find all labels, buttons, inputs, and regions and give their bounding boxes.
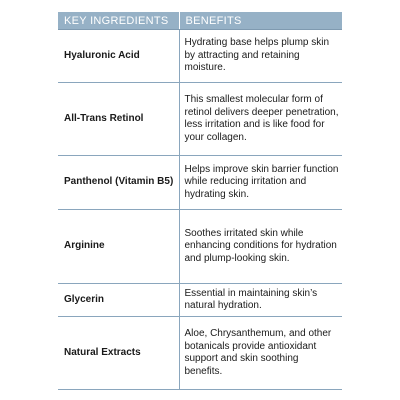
ingredient-name: Hyaluronic Acid (58, 30, 179, 83)
table-row (58, 83, 342, 156)
table-row (58, 30, 342, 83)
ingredient-name: All-Trans Retinol (58, 83, 179, 156)
ingredient-name: Panthenol (Vitamin B5) (58, 156, 179, 210)
ingredient-name: Natural Extracts (58, 317, 179, 390)
ingredient-benefit: Aloe, Chrysanthemum, and other botanicals provide antioxidant support and skin soothing benefits. (179, 317, 342, 390)
table-row (58, 317, 342, 390)
table-body (58, 30, 342, 390)
ingredient-name: Arginine (58, 210, 179, 284)
header-benefits: BENEFITS (179, 12, 342, 30)
ingredients-table (58, 12, 342, 390)
ingredient-benefit: Soothes irritated skin while enhancing conditions for hydration and plump-looking skin. (179, 210, 342, 284)
ingredient-benefit: This smallest molecular form of retinol delivers deeper penetration, less irritation and is like food for your collagen. (179, 83, 342, 156)
table-header (58, 12, 342, 30)
ingredients-table-container (58, 12, 342, 390)
table-row (58, 156, 342, 210)
header-row (58, 12, 342, 30)
ingredient-benefit: Helps improve skin barrier function while reducing irritation and hydrating skin. (179, 156, 342, 210)
ingredient-benefit: Essential in maintaining skin’s natural hydration. (179, 284, 342, 317)
header-key-ingredients: KEY INGREDIENTS (58, 12, 179, 30)
ingredient-name: Glycerin (58, 284, 179, 317)
table-row (58, 210, 342, 284)
ingredient-benefit: Hydrating base helps plump skin by attracting and retaining moisture. (179, 30, 342, 83)
table-row (58, 284, 342, 317)
